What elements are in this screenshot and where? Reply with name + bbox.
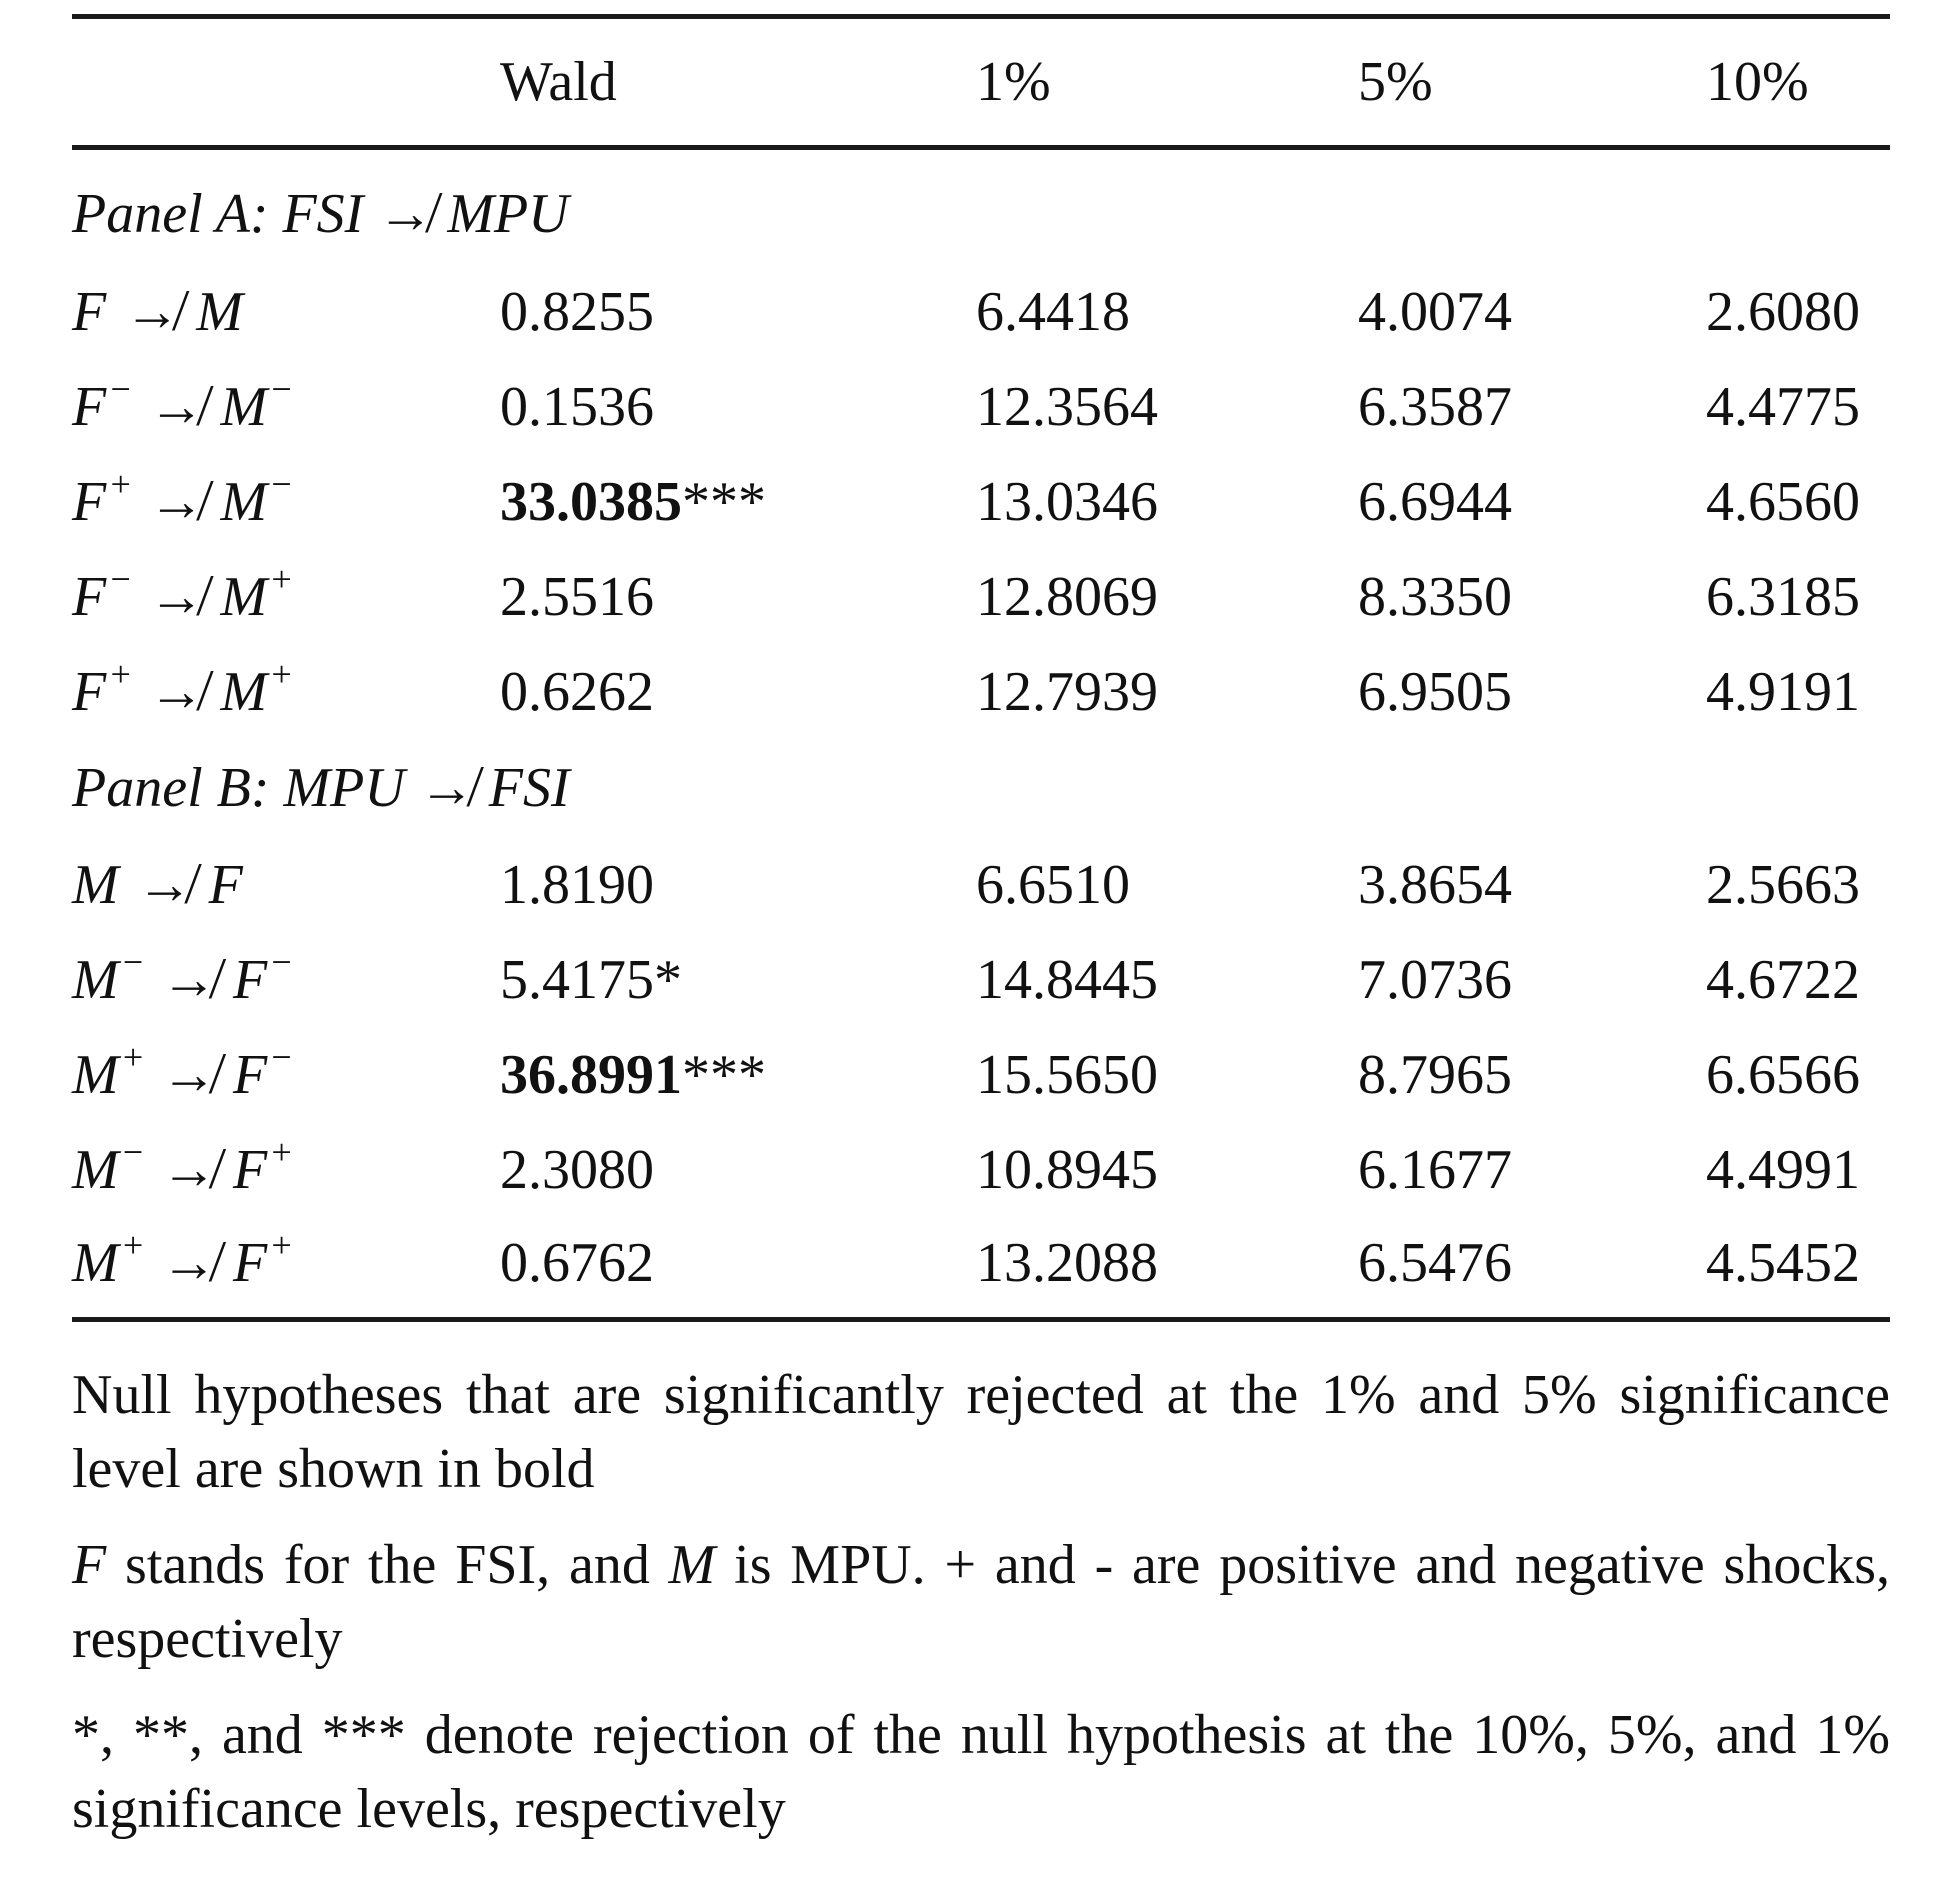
hypothesis-cell: [72, 644, 500, 739]
wald-cell: [500, 1122, 976, 1217]
critical-1pct-cell: 12.7939: [976, 660, 1158, 723]
hypothesis-cell: [72, 264, 500, 359]
no-cause-arrow: ↛: [148, 660, 205, 723]
wald-stars: *: [654, 948, 682, 1011]
wald-value: 1.8190: [500, 853, 654, 916]
wald-value: 2.5516: [500, 565, 654, 628]
effect-sign: −: [269, 368, 294, 409]
table-row: [72, 359, 1890, 454]
cause-var: M: [72, 1232, 119, 1294]
effect-var: M: [220, 375, 268, 438]
header-hypothesis: [72, 17, 500, 148]
wald-cell: [500, 1217, 976, 1320]
cause-var: F: [72, 375, 107, 438]
critical-5pct-cell: 8.3350: [1358, 565, 1512, 628]
hypothesis-cell: [72, 549, 500, 644]
table-row: [72, 1027, 1890, 1122]
note-legend: [72, 1528, 1890, 1676]
no-cause-arrow: ↛: [136, 853, 193, 916]
effect-sign: +: [269, 558, 294, 599]
header-5pct: 5%: [1358, 51, 1433, 113]
wald-value: 0.1536: [500, 375, 654, 438]
critical-5pct-cell: 3.8654: [1358, 853, 1512, 916]
critical-1pct-cell: 10.8945: [976, 1138, 1158, 1201]
panel-label: Panel A: FSI ↛ MPU: [72, 183, 569, 245]
critical-5pct-cell: 8.7965: [1358, 1043, 1512, 1106]
no-cause-arrow: ↛: [160, 1232, 217, 1294]
hypothesis-cell: [72, 1122, 500, 1217]
header-wald: Wald: [500, 51, 617, 113]
hypothesis-cell: [72, 454, 500, 549]
table-row: [72, 837, 1890, 932]
panel-label: Panel B: MPU ↛ FSI: [72, 757, 570, 819]
table-header-row: [72, 17, 1890, 148]
table-row: [72, 454, 1890, 549]
cause-sign: +: [108, 653, 133, 694]
no-cause-arrow: ↛: [160, 948, 217, 1011]
note-bold: Null hypotheses that are significantly rejected at the 1% and 5% significance level are shown in bold: [72, 1364, 1890, 1500]
critical-1pct-cell: 6.6510: [976, 853, 1130, 916]
cause-var: F: [72, 280, 107, 343]
critical-10pct-cell: 4.4775: [1706, 375, 1860, 438]
effect-var: F: [232, 1232, 268, 1294]
effect-var: M: [220, 565, 268, 628]
wald-value: 0.6262: [500, 660, 654, 723]
critical-1pct-cell: 13.2088: [976, 1232, 1158, 1294]
wald-cell: [500, 264, 976, 359]
critical-5pct-cell: 6.3587: [1358, 375, 1512, 438]
table-row: [72, 1217, 1890, 1320]
critical-5pct-cell: 6.5476: [1358, 1232, 1512, 1294]
critical-10pct-cell: 4.6722: [1706, 948, 1860, 1011]
cause-sign: +: [120, 1036, 145, 1077]
table-row: [72, 549, 1890, 644]
critical-5pct-cell: 4.0074: [1358, 280, 1512, 343]
results-table-container: [72, 14, 1890, 1868]
header-10pct: 10%: [1706, 51, 1809, 113]
critical-1pct-cell: 13.0346: [976, 470, 1158, 533]
wald-value: 2.3080: [500, 1138, 654, 1201]
critical-1pct-cell: 15.5650: [976, 1043, 1158, 1106]
no-cause-arrow: ↛: [148, 375, 205, 438]
cause-var: M: [72, 853, 119, 916]
critical-5pct-cell: 7.0736: [1358, 948, 1512, 1011]
critical-5pct-cell: 6.1677: [1358, 1138, 1512, 1201]
effect-sign: −: [269, 941, 294, 982]
critical-1pct-cell: 12.3564: [976, 375, 1158, 438]
panel-row: [72, 739, 1890, 837]
cause-var: F: [72, 660, 107, 723]
critical-5pct-cell: 6.9505: [1358, 660, 1512, 723]
cause-sign: −: [108, 368, 133, 409]
effect-var: M: [220, 470, 268, 533]
table-notes: [72, 1358, 1890, 1846]
cause-var: M: [72, 1043, 119, 1106]
cause-sign: −: [120, 1131, 145, 1172]
cause-sign: +: [108, 463, 133, 504]
wald-cell: [500, 454, 976, 549]
no-cause-arrow: ↛: [124, 280, 181, 343]
wald-cell: [500, 1027, 976, 1122]
wald-value: 33.0385: [500, 470, 682, 533]
critical-10pct-cell: 2.6080: [1706, 280, 1860, 343]
hypothesis-cell: [72, 932, 500, 1027]
wald-cell: [500, 359, 976, 454]
critical-1pct-cell: 12.8069: [976, 565, 1158, 628]
critical-10pct-cell: 6.3185: [1706, 565, 1860, 628]
cause-sign: −: [120, 941, 145, 982]
no-cause-arrow: ↛: [160, 1138, 217, 1201]
critical-1pct-cell: 14.8445: [976, 948, 1158, 1011]
critical-5pct-cell: 6.6944: [1358, 470, 1512, 533]
hypothesis-cell: [72, 1217, 500, 1320]
effect-var: F: [208, 853, 243, 916]
wald-stars: ***: [682, 470, 766, 533]
no-cause-arrow: ↛: [148, 565, 205, 628]
effect-sign: −: [269, 463, 294, 504]
critical-10pct-cell: 4.4991: [1706, 1138, 1860, 1201]
note-legend-mid: stands for the FSI, and: [106, 1534, 669, 1596]
cause-sign: −: [108, 558, 133, 599]
effect-var: M: [196, 280, 243, 343]
note-legend-rest: is MPU. + and - are positive and negative shocks, respectively: [72, 1534, 1890, 1670]
effect-sign: +: [269, 1225, 294, 1265]
no-cause-arrow: ↛: [160, 1043, 217, 1106]
wald-cell: [500, 837, 976, 932]
critical-10pct-cell: 2.5663: [1706, 853, 1860, 916]
effect-sign: −: [269, 1036, 294, 1077]
cause-var: M: [72, 948, 119, 1011]
critical-1pct-cell: 6.4418: [976, 280, 1130, 343]
wald-value: 36.8991: [500, 1043, 682, 1106]
cause-var: F: [72, 470, 107, 533]
header-1pct: 1%: [976, 51, 1051, 113]
effect-sign: +: [269, 1131, 294, 1172]
cause-sign: +: [120, 1225, 145, 1265]
table-row: [72, 264, 1890, 359]
wald-value: 0.6762: [500, 1232, 654, 1294]
note-legend-m: M: [668, 1534, 716, 1596]
effect-var: F: [232, 948, 268, 1011]
panel-row: [72, 148, 1890, 265]
note-legend-f: F: [72, 1534, 107, 1596]
table-row: [72, 644, 1890, 739]
critical-10pct-cell: 6.6566: [1706, 1043, 1860, 1106]
effect-sign: +: [269, 653, 294, 694]
cause-var: F: [72, 565, 107, 628]
cause-var: M: [72, 1138, 119, 1201]
hypothesis-cell: [72, 837, 500, 932]
critical-10pct-cell: 4.9191: [1706, 660, 1860, 723]
wald-cell: [500, 644, 976, 739]
wald-cell: [500, 549, 976, 644]
wald-value: 5.4175: [500, 948, 654, 1011]
table-row: [72, 932, 1890, 1027]
effect-var: F: [232, 1138, 268, 1201]
table-row: [72, 1122, 1890, 1217]
note-stars: *, **, and *** denote rejection of the null hypothesis at the 10%, 5%, and 1% significance levels, respectively: [72, 1704, 1890, 1840]
wald-test-table: [72, 14, 1890, 1322]
wald-stars: ***: [682, 1043, 766, 1106]
critical-10pct-cell: 4.6560: [1706, 470, 1860, 533]
wald-value: 0.8255: [500, 280, 654, 343]
hypothesis-cell: [72, 1027, 500, 1122]
effect-var: F: [232, 1043, 268, 1106]
critical-10pct-cell: 4.5452: [1706, 1232, 1860, 1294]
wald-cell: [500, 932, 976, 1027]
hypothesis-cell: [72, 359, 500, 454]
effect-var: M: [220, 660, 268, 723]
table-body: [72, 148, 1890, 1320]
no-cause-arrow: ↛: [148, 470, 205, 533]
